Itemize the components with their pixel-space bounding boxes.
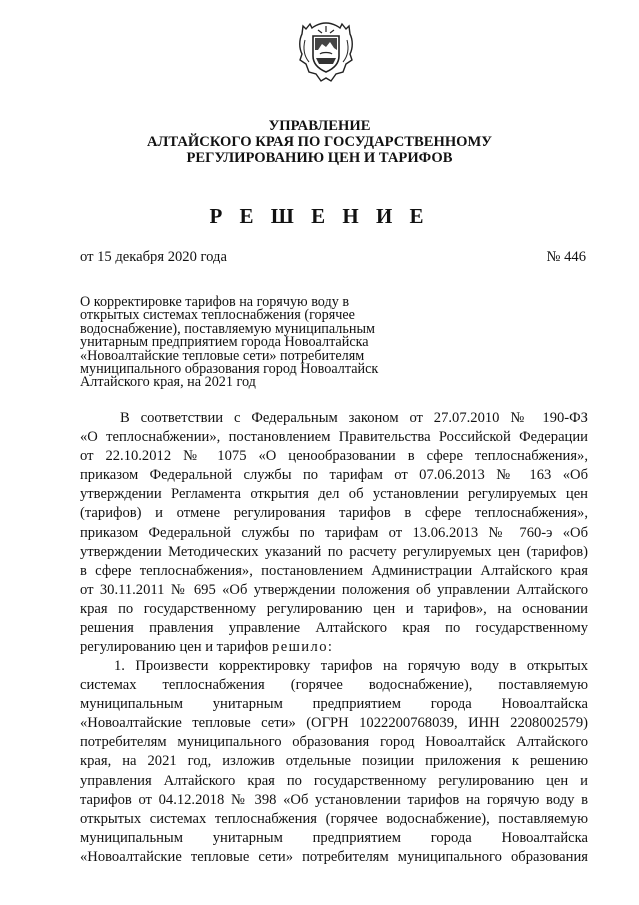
preamble-paragraph — [80, 409, 588, 657]
body-line: приказом Федеральной службы по тарифам от 13.06.2013 № 760-э «Об — [80, 524, 588, 541]
document-date: от 15 декабря 2020 года — [80, 249, 227, 265]
body-line: от 22.10.2012 № 1075 «О ценообразовании в сфере теплоснабжения», — [80, 448, 588, 465]
subject-line: муниципального образования город Новоалтайск — [80, 361, 379, 378]
body-line: края по государственному регулированию цен и тарифов», на основании — [80, 600, 588, 617]
agency-header-line: АЛТАЙСКОГО КРАЯ ПО ГОСУДАРСТВЕННОМУ — [146, 134, 493, 150]
body-line: утверждении Регламента открытия дел об установлении регулируемых цен — [80, 486, 588, 503]
agency-header-line: РЕГУЛИРОВАНИЮ ЦЕН И ТАРИФОВ — [186, 150, 453, 166]
agency-header-line: УПРАВЛЕНИЕ — [268, 118, 371, 134]
decided-word: решило: — [272, 639, 334, 656]
body-line: края, на 2021 год, изложив отдельные позиции приложения к решению — [80, 753, 588, 770]
body-line: потребителям муниципального образования город Новоалтайск Алтайского — [80, 734, 588, 751]
body-line: системах теплоснабжения (горячее водоснабжение), поставляемую — [80, 677, 588, 694]
subject-line: открытых системах теплоснабжения (горячее — [80, 307, 355, 324]
body-line: решения правления управление Алтайского края по государственному — [80, 620, 588, 637]
body-line: муниципальным унитарным предприятием города Новоалтайска — [80, 829, 588, 846]
body-line: тарифов от 04.12.2018 № 398 «Об установлении тарифов на горячую воду в — [80, 791, 588, 808]
subject-line: О корректировке тарифов на горячую воду в — [80, 294, 350, 310]
subject-line: «Новоалтайские тепловые сети» потребителям — [80, 347, 365, 364]
body-line: 1. Произвести корректировку тарифов на горячую воду в открытых — [114, 658, 588, 674]
body-line: утверждении Методических указаний по расчету регулируемых цен (тарифов) — [80, 543, 588, 560]
document-number: № 446 — [546, 249, 586, 265]
body-line: регулированию цен и тарифов — [80, 639, 269, 656]
item-1-paragraph — [80, 657, 588, 867]
subject-line: унитарным предприятием города Новоалтайска — [80, 334, 369, 351]
body-line: «Новоалтайские тепловые сети» (ОГРН 1022200768039, ИНН 2208002579) — [80, 715, 588, 732]
subject-line: водоснабжение), поставляемую муниципальным — [80, 320, 375, 337]
body-line: от 30.11.2011 № 695 «Об утверждении положения об управлении Алтайского — [80, 581, 588, 598]
body-line: приказом Федеральной службы по тарифам от 07.06.2013 № 163 «Об — [80, 467, 588, 484]
body-line: муниципальным унитарным предприятием города Новоалтайска — [80, 696, 588, 713]
body-line: В соответствии с Федеральным законом от 27.07.2010 № 190-ФЗ — [120, 410, 588, 426]
body-line-decision — [80, 638, 588, 657]
body-line: в сфере теплоснабжения», постановлением Администрации Алтайского края — [80, 562, 588, 579]
document-title: Р Е Ш Е Н И Е — [209, 204, 430, 228]
body-line: «Новоалтайские тепловые сети» потребителям муниципального образования — [80, 848, 588, 865]
body-line: открытых системах теплоснабжения (горячее водоснабжение), поставляемую — [80, 810, 588, 827]
body-line: «О теплоснабжении», постановлением Правительства Российской Федерации — [80, 429, 588, 446]
agency-header — [0, 118, 639, 166]
altai-krai-coat-of-arms-icon — [296, 20, 356, 86]
document-subject — [80, 296, 406, 390]
body-line: (тарифов) и отмене регулирования тарифов в сфере теплоснабжения», — [80, 505, 588, 522]
body-line: управления Алтайского края по государственному регулированию цен и — [80, 772, 588, 789]
subject-line: Алтайского края, на 2021 год — [80, 374, 256, 391]
